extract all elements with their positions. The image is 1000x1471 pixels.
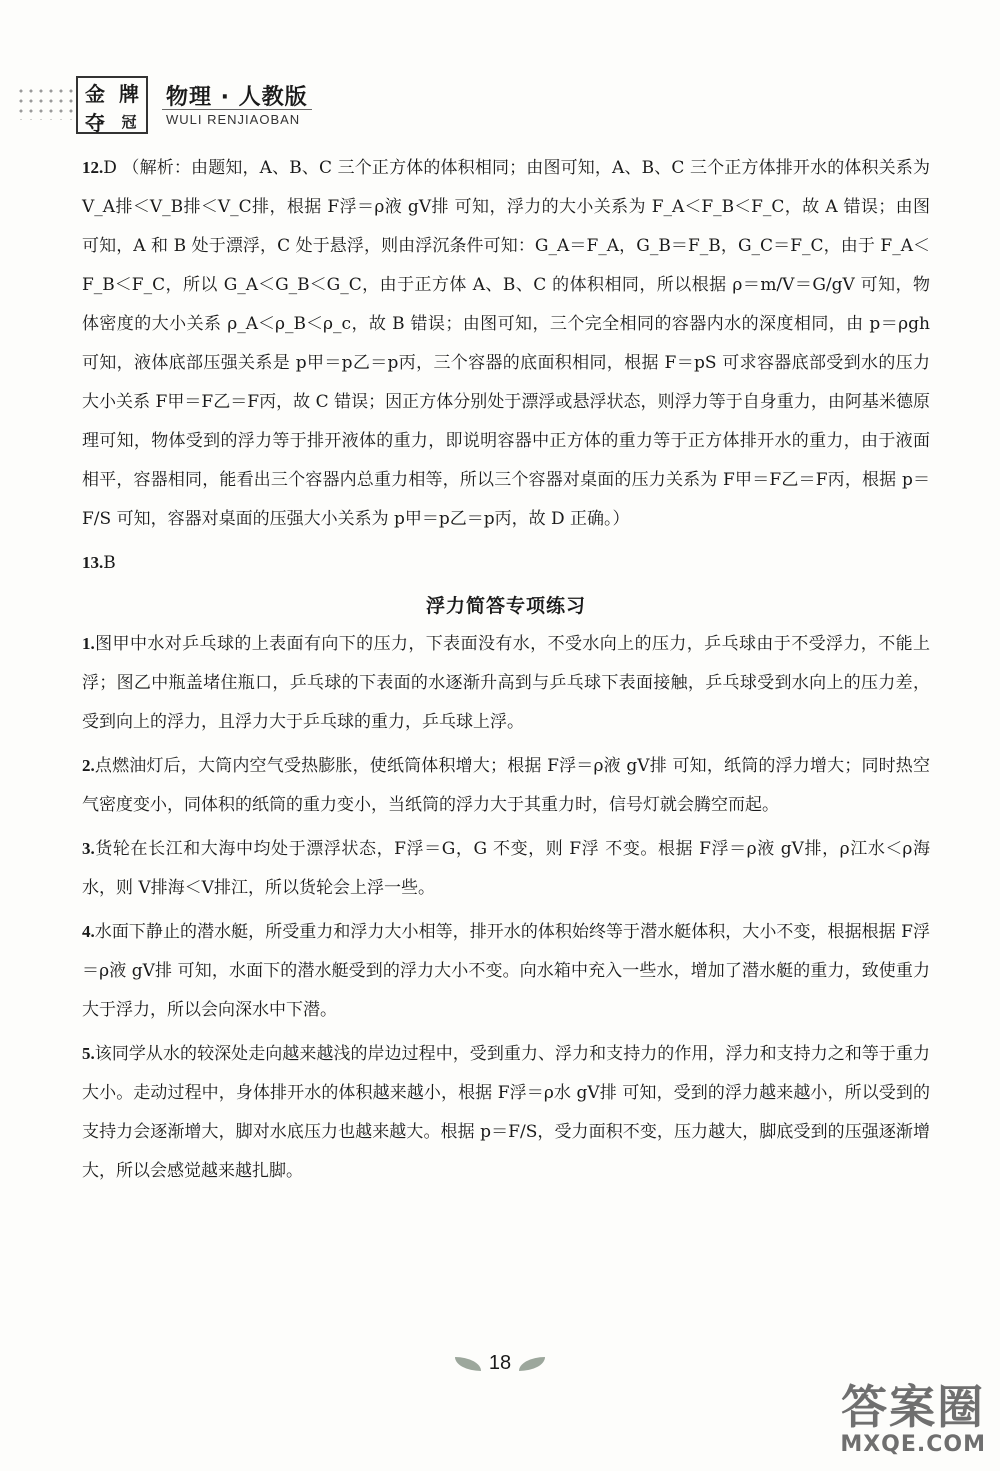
brand-logo: [76, 76, 148, 134]
list-item: [82, 912, 930, 1030]
book-title: 物理 · 人教版: [166, 85, 308, 110]
answer-13: [82, 543, 930, 583]
logo-char: 冠: [121, 113, 137, 131]
logo-char: 夺: [85, 111, 105, 135]
question-number: 13.: [82, 553, 104, 572]
page-number: 18: [488, 1352, 512, 1374]
item-text: 点燃油灯后，大筒内空气受热膨胀，使纸筒体积增大；根据 F浮＝ρ液 gV排 可知，纸筒的浮力增大；同时热空气密度变小，同体积的纸筒的重力变小，当纸筒的浮力大于其重力时，信号灯就会腾空而起。: [82, 756, 930, 815]
item-text: 该同学从水的较深处走向越来越浅的岸边过程中，受到重力、浮力和支持力的作用，浮力和支持力之和等于重力大小。走动过程中，身体排开水的体积越来越小，根据 F浮＝ρ水 gV排 可知，受到的浮力越来越小，所以受到的支持力会逐渐增大，脚对水底压力也越来越大。根据 p＝F/S，受力面积不变，压力越大，脚底受到的压强逐渐增大，所以会感觉越来越扎脚。: [82, 1044, 930, 1181]
page-content: [82, 148, 930, 1195]
answer-text: B: [103, 553, 116, 573]
item-number: 2.: [82, 756, 95, 775]
decorative-dots: [16, 86, 76, 120]
page-footer: [0, 1352, 1000, 1375]
list-item: [82, 624, 930, 742]
watermark-text: 答案圈: [841, 1380, 986, 1434]
item-number: 3.: [82, 839, 95, 858]
watermark-url: MXQE.COM: [840, 1432, 986, 1457]
item-number: 4.: [82, 922, 95, 941]
item-text: 货轮在长江和大海中均处于漂浮状态，F浮＝G，G 不变，则 F浮 不变。根据 F浮＝ρ液 gV排，ρ江水＜ρ海水，则 V排海＜V排江，所以货轮会上浮一些。: [82, 839, 930, 898]
leaf-icon: [455, 1357, 481, 1371]
question-number: 12.: [82, 158, 104, 177]
book-subtitle: WULI RENJIAOBAN: [166, 112, 301, 127]
item-number: 1.: [82, 634, 95, 653]
answer-text: D （解析：由题知，A、B、C 三个正方体的体积相同；由图可知，A、B、C 三个正方体排开水的体积关系为 V_A排＜V_B排＜V_C排，根据 F浮＝ρ液 gV排 可知，浮力的大小关系为 F_A＜F_B＜F_C，故 A 错误；由图可知，A 和 B 处于漂浮，C 处于悬浮，则由浮沉条件可知：G_A＝F_A，G_B＝F_B，G_C＝F_C，由于 F_A＜F_B＜F_C，所以 G_A＜G_B＜G_C，由于正方体 A、B、C 的体积相同，所以根据 ρ＝m/V＝G/gV 可知，物体密度的大小关系 ρ_A＜ρ_B＜ρ_c，故 B 错误；由图可知，三个完全相同的容器内水的深度相同，由 p＝ρgh 可知，液体底部压强关系是 p甲＝p乙＝p丙，三个容器的底面积相同，根据 F＝pS 可求容器底部受到水的压力大小关系 F甲＝F乙＝F丙，故 C 错误；因正方体分别处于漂浮或悬浮状态，则浮力等于自身重力，由阿基米德原理可知，物体受到的浮力等于排开液体的重力，即说明容器中正方体的重力等于正方体排开水的重力，由于液面相平，容器相同，能看出三个容器内总重力相等，所以三个容器对桌面的压力关系为 F甲＝F乙＝F丙，根据 p＝F/S 可知，容器对桌面的压强大小关系为 p甲＝p乙＝p丙，故 D 正确。）: [82, 158, 930, 529]
logo-char: 牌: [119, 82, 139, 106]
item-number: 5.: [82, 1044, 95, 1063]
list-item: [82, 829, 930, 908]
leaf-icon: [519, 1357, 545, 1371]
list-item: [82, 746, 930, 825]
page-header: [16, 76, 416, 138]
watermark-logo: [840, 1382, 986, 1457]
item-text: 水面下静止的潜水艇，所受重力和浮力大小相等，排开水的体积始终等于潜水艇体积，大小不变，根据根据 F浮＝ρ液 gV排 可知，水面下的潜水艇受到的浮力大小不变。向水箱中充入一些水，增加了潜水艇的重力，致使重力大于浮力，所以会向深水中下潜。: [82, 922, 930, 1020]
item-text: 图甲中水对乒乓球的上表面有向下的压力，下表面没有水，不受水向上的压力，乒乓球由于不受浮力，不能上浮；图乙中瓶盖堵住瓶口，乒乓球的下表面的水逐渐升高到与乒乓球下表面接触，乒乓球受到水向上的压力差，受到向上的浮力，且浮力大于乒乓球的重力，乒乓球上浮。: [82, 634, 930, 732]
header-divider: [162, 109, 312, 110]
answer-12: [82, 148, 930, 539]
list-item: [82, 1034, 930, 1191]
logo-char: 金: [85, 82, 105, 106]
section-title: 浮力简答专项练习: [425, 595, 586, 617]
